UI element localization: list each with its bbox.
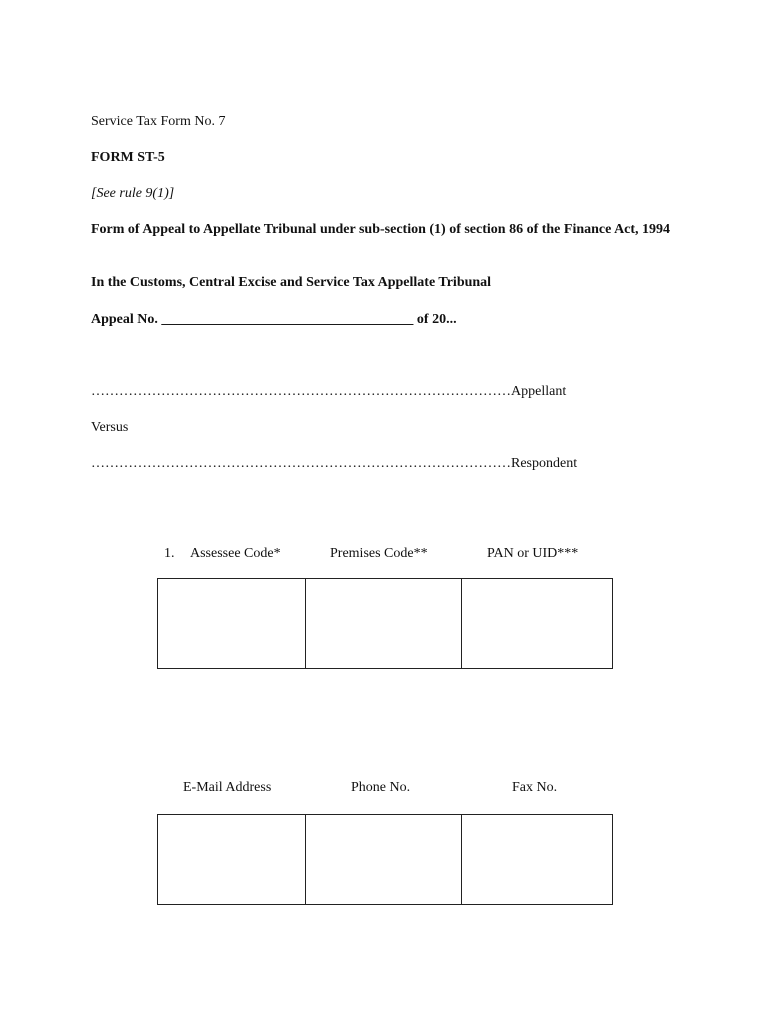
appellant-line: ………………………………………………………………………………Appellant	[91, 384, 567, 399]
email-header: E-Mail Address	[183, 780, 272, 795]
pan-uid-header: PAN or UID***	[487, 546, 579, 561]
phone-header: Phone No.	[351, 780, 411, 795]
codes-table	[157, 578, 613, 669]
tribunal-name: In the Customs, Central Excise and Service Tax Appellate Tribunal	[91, 275, 492, 290]
assessee-code-header: Assessee Code*	[190, 546, 281, 561]
email-cell[interactable]	[158, 815, 306, 904]
versus-label: Versus	[91, 420, 129, 435]
form-title: FORM ST-5	[91, 150, 165, 165]
form-number: Service Tax Form No. 7	[91, 114, 226, 129]
assessee-code-cell[interactable]	[158, 579, 306, 668]
premises-code-header: Premises Code**	[330, 546, 428, 561]
pan-uid-cell[interactable]	[462, 579, 612, 668]
phone-cell[interactable]	[306, 815, 462, 904]
form-description: Form of Appeal to Appellate Tribunal under sub-section (1) of section 86 of the Finance Act, 1994	[91, 222, 671, 237]
appeal-number-line	[91, 311, 457, 329]
rule-reference: [See rule 9(1)]	[91, 186, 175, 201]
contact-table	[157, 814, 613, 905]
respondent-line: ………………………………………………………………………………Respondent	[91, 456, 578, 471]
premises-code-cell[interactable]	[306, 579, 462, 668]
table1-item-number: 1.	[164, 546, 175, 561]
fax-header: Fax No.	[512, 780, 558, 795]
appeal-number-blank: ____________________________________	[161, 312, 414, 327]
appeal-year: of 20...	[416, 312, 457, 327]
appeal-number-label: Appeal No.	[91, 312, 158, 327]
fax-cell[interactable]	[462, 815, 612, 904]
